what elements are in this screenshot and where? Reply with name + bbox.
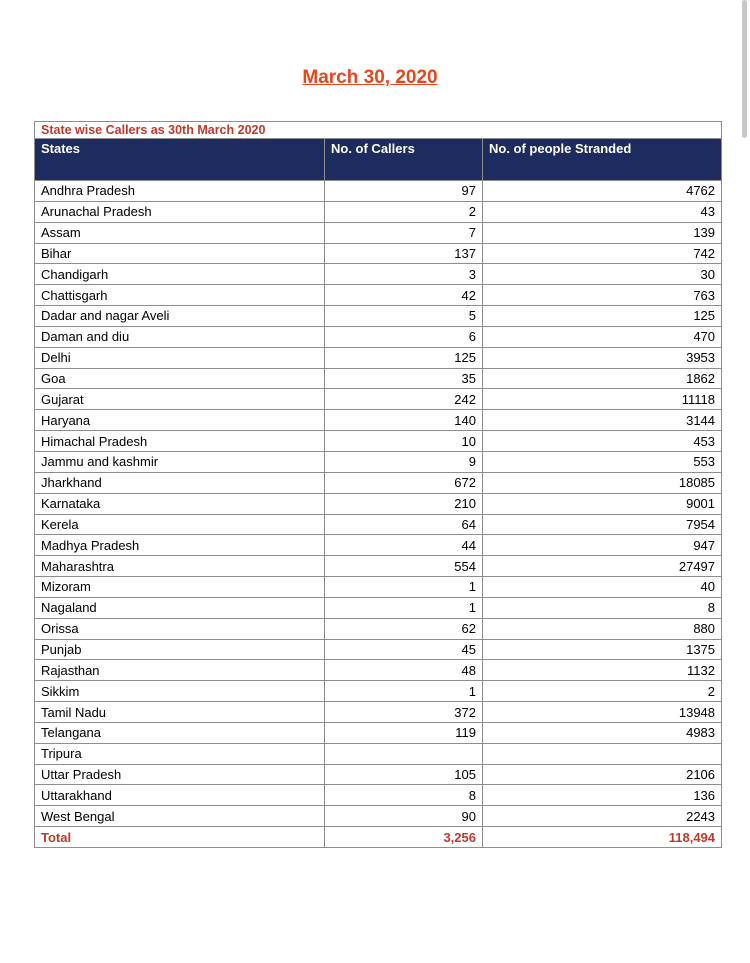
- callers-cell: 119: [325, 722, 483, 743]
- table-row: [35, 493, 722, 514]
- state-cell: Maharashtra: [35, 556, 325, 577]
- column-header-callers: No. of Callers: [325, 139, 483, 181]
- table-row: [35, 389, 722, 410]
- callers-cell: 97: [325, 181, 483, 202]
- stranded-cell: 139: [483, 222, 722, 243]
- callers-cell: 672: [325, 472, 483, 493]
- table-row: [35, 681, 722, 702]
- callers-cell: 5: [325, 306, 483, 327]
- stranded-cell: 9001: [483, 493, 722, 514]
- stranded-cell: 553: [483, 451, 722, 472]
- table-row: [35, 264, 722, 285]
- state-cell: Tripura: [35, 743, 325, 764]
- table-row: [35, 243, 722, 264]
- callers-cell: 1: [325, 597, 483, 618]
- callers-cell: 3: [325, 264, 483, 285]
- stranded-cell: 2: [483, 681, 722, 702]
- total-stranded: 118,494: [483, 827, 722, 848]
- stranded-cell: 3144: [483, 410, 722, 431]
- table-row: [35, 535, 722, 556]
- callers-cell: 140: [325, 410, 483, 431]
- callers-cell: 554: [325, 556, 483, 577]
- stranded-cell: 136: [483, 785, 722, 806]
- table-row: [35, 181, 722, 202]
- stranded-cell: [483, 743, 722, 764]
- table-header-row: [35, 139, 722, 181]
- state-cell: Goa: [35, 368, 325, 389]
- table-row: [35, 472, 722, 493]
- stranded-cell: 8: [483, 597, 722, 618]
- state-cell: Himachal Pradesh: [35, 431, 325, 452]
- stranded-cell: 3953: [483, 347, 722, 368]
- stranded-cell: 125: [483, 306, 722, 327]
- callers-cell: 90: [325, 806, 483, 827]
- callers-cell: 35: [325, 368, 483, 389]
- table-row: [35, 764, 722, 785]
- state-cell: Gujarat: [35, 389, 325, 410]
- stranded-cell: 40: [483, 577, 722, 598]
- state-cell: Assam: [35, 222, 325, 243]
- callers-cell: [325, 743, 483, 764]
- state-cell: Karnataka: [35, 493, 325, 514]
- stranded-cell: 763: [483, 285, 722, 306]
- table-row: [35, 285, 722, 306]
- total-callers: 3,256: [325, 827, 483, 848]
- state-cell: Bihar: [35, 243, 325, 264]
- stranded-cell: 18085: [483, 472, 722, 493]
- table-row: [35, 702, 722, 723]
- callers-cell: 1: [325, 681, 483, 702]
- state-cell: West Bengal: [35, 806, 325, 827]
- callers-cell: 42: [325, 285, 483, 306]
- state-cell: Delhi: [35, 347, 325, 368]
- stranded-cell: 13948: [483, 702, 722, 723]
- stranded-cell: 4983: [483, 722, 722, 743]
- callers-cell: 10: [325, 431, 483, 452]
- table-row: [35, 660, 722, 681]
- callers-table-container: [34, 121, 721, 848]
- callers-cell: 7: [325, 222, 483, 243]
- table-row: [35, 597, 722, 618]
- state-cell: Madhya Pradesh: [35, 535, 325, 556]
- stranded-cell: 453: [483, 431, 722, 452]
- table-row: [35, 326, 722, 347]
- callers-cell: 64: [325, 514, 483, 535]
- state-cell: Arunachal Pradesh: [35, 201, 325, 222]
- state-cell: Jharkhand: [35, 472, 325, 493]
- table-row: [35, 222, 722, 243]
- table-row: [35, 514, 722, 535]
- state-cell: Dadar and nagar Aveli: [35, 306, 325, 327]
- state-cell: Sikkim: [35, 681, 325, 702]
- table-row: [35, 306, 722, 327]
- stranded-cell: 43: [483, 201, 722, 222]
- stranded-cell: 742: [483, 243, 722, 264]
- table-row: [35, 577, 722, 598]
- table-row: [35, 639, 722, 660]
- callers-cell: 105: [325, 764, 483, 785]
- table-row: [35, 347, 722, 368]
- callers-cell: 8: [325, 785, 483, 806]
- callers-cell: 2: [325, 201, 483, 222]
- state-cell: Uttarakhand: [35, 785, 325, 806]
- callers-cell: 210: [325, 493, 483, 514]
- table-row: [35, 785, 722, 806]
- callers-cell: 372: [325, 702, 483, 723]
- callers-cell: 45: [325, 639, 483, 660]
- state-cell: Nagaland: [35, 597, 325, 618]
- stranded-cell: 4762: [483, 181, 722, 202]
- state-cell: Mizoram: [35, 577, 325, 598]
- table-row: [35, 201, 722, 222]
- state-cell: Jammu and kashmir: [35, 451, 325, 472]
- column-header-stranded: No. of people Stranded: [483, 139, 722, 181]
- stranded-cell: 7954: [483, 514, 722, 535]
- stranded-cell: 1862: [483, 368, 722, 389]
- scrollbar[interactable]: [742, 0, 747, 138]
- callers-cell: 6: [325, 326, 483, 347]
- state-cell: Tamil Nadu: [35, 702, 325, 723]
- table-row: [35, 806, 722, 827]
- table-row: [35, 431, 722, 452]
- total-label: Total: [35, 827, 325, 848]
- callers-cell: 137: [325, 243, 483, 264]
- callers-cell: 62: [325, 618, 483, 639]
- state-cell: Rajasthan: [35, 660, 325, 681]
- table-row: [35, 410, 722, 431]
- table-row: [35, 618, 722, 639]
- callers-cell: 1: [325, 577, 483, 598]
- stranded-cell: 27497: [483, 556, 722, 577]
- callers-cell: 44: [325, 535, 483, 556]
- state-cell: Chattisgarh: [35, 285, 325, 306]
- table-caption-row: [35, 122, 722, 139]
- table-caption: State wise Callers as 30th March 2020: [35, 122, 722, 139]
- table-row: [35, 368, 722, 389]
- stranded-cell: 11118: [483, 389, 722, 410]
- stranded-cell: 2243: [483, 806, 722, 827]
- state-cell: Orissa: [35, 618, 325, 639]
- stranded-cell: 30: [483, 264, 722, 285]
- stranded-cell: 947: [483, 535, 722, 556]
- stranded-cell: 1132: [483, 660, 722, 681]
- table-row: [35, 451, 722, 472]
- state-cell: Uttar Pradesh: [35, 764, 325, 785]
- stranded-cell: 470: [483, 326, 722, 347]
- page-title: March 30, 2020: [302, 67, 438, 88]
- table-body: [35, 181, 722, 848]
- state-callers-table: [34, 121, 722, 848]
- callers-cell: 48: [325, 660, 483, 681]
- state-cell: Chandigarh: [35, 264, 325, 285]
- stranded-cell: 880: [483, 618, 722, 639]
- state-cell: Haryana: [35, 410, 325, 431]
- state-cell: Daman and diu: [35, 326, 325, 347]
- table-row: [35, 556, 722, 577]
- total-row: [35, 827, 722, 848]
- callers-cell: 242: [325, 389, 483, 410]
- state-cell: Punjab: [35, 639, 325, 660]
- column-header-states: States: [35, 139, 325, 181]
- callers-cell: 125: [325, 347, 483, 368]
- state-cell: Andhra Pradesh: [35, 181, 325, 202]
- table-row: [35, 722, 722, 743]
- state-cell: Kerela: [35, 514, 325, 535]
- callers-cell: 9: [325, 451, 483, 472]
- table-row: [35, 743, 722, 764]
- state-cell: Telangana: [35, 722, 325, 743]
- stranded-cell: 1375: [483, 639, 722, 660]
- stranded-cell: 2106: [483, 764, 722, 785]
